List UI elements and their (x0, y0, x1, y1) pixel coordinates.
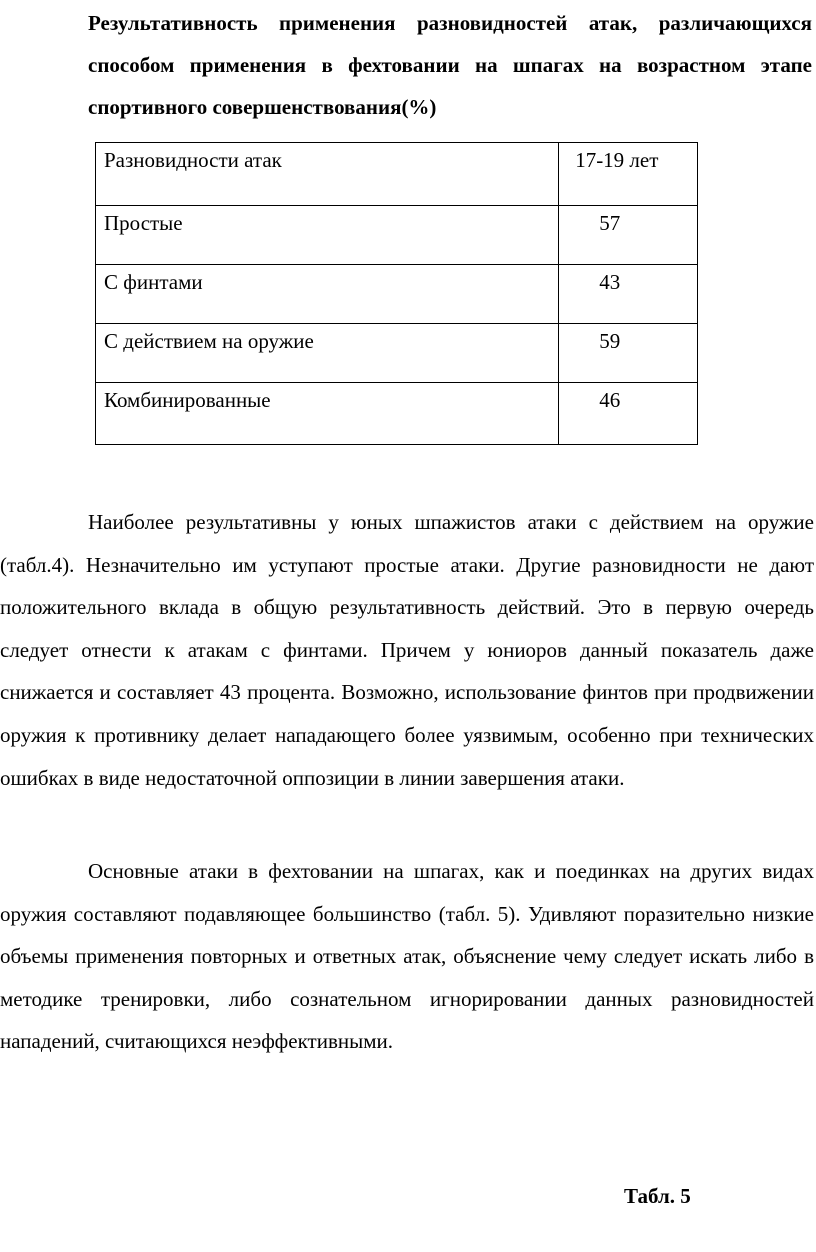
row-value: 43 (559, 265, 698, 324)
row-label: Простые (96, 206, 559, 265)
table-row (96, 265, 698, 324)
column-header-age: 17-19 лет (559, 143, 698, 206)
table-row (96, 383, 698, 445)
table-row (96, 324, 698, 383)
row-label: С финтами (96, 265, 559, 324)
row-label: Комбинированные (96, 383, 559, 445)
row-value: 46 (559, 383, 698, 445)
table-row (96, 206, 698, 265)
row-value: 57 (559, 206, 698, 265)
table-title: Результативность применения разновидностей атак, различающихся способом применения в фехтовании на шпагах на возрастном этапе спортивного совершенствования(%) (88, 11, 812, 119)
table-caption: Табл. 5 (624, 1184, 691, 1208)
table-header-row (96, 143, 698, 206)
body-paragraph: Основные атаки в фехтовании на шпагах, как и поединках на других видах оружия составляют подавляющее большинство (табл. 5). Удивляют поразительно низкие объемы применения повторных и ответных атак, объяснение чему следует искать либо в методике тренировки, либо сознательном игнорировании данных разновидностей нападений, считающихся неэффективными. (0, 859, 814, 1054)
column-header-attack-type: Разновидности атак (96, 143, 559, 206)
row-value: 59 (559, 324, 698, 383)
attacks-table (95, 142, 698, 445)
row-label: С действием на оружие (96, 324, 559, 383)
body-paragraph: Наиболее результативны у юных шпажистов атаки с действием на оружие (табл.4). Незначительно им уступают простые атаки. Другие разновидности не дают положительного вклада в общую результативность действий. Это в первую очередь следует отнести к атакам с финтами. Причем у юниоров данный показатель даже снижается и составляет 43 процента. Возможно, использование финтов при продвижении оружия к противнику делает нападающего более уязвимым, особенно при технических ошибках в виде недостаточной оппозиции в линии завершения атаки. (0, 510, 814, 790)
